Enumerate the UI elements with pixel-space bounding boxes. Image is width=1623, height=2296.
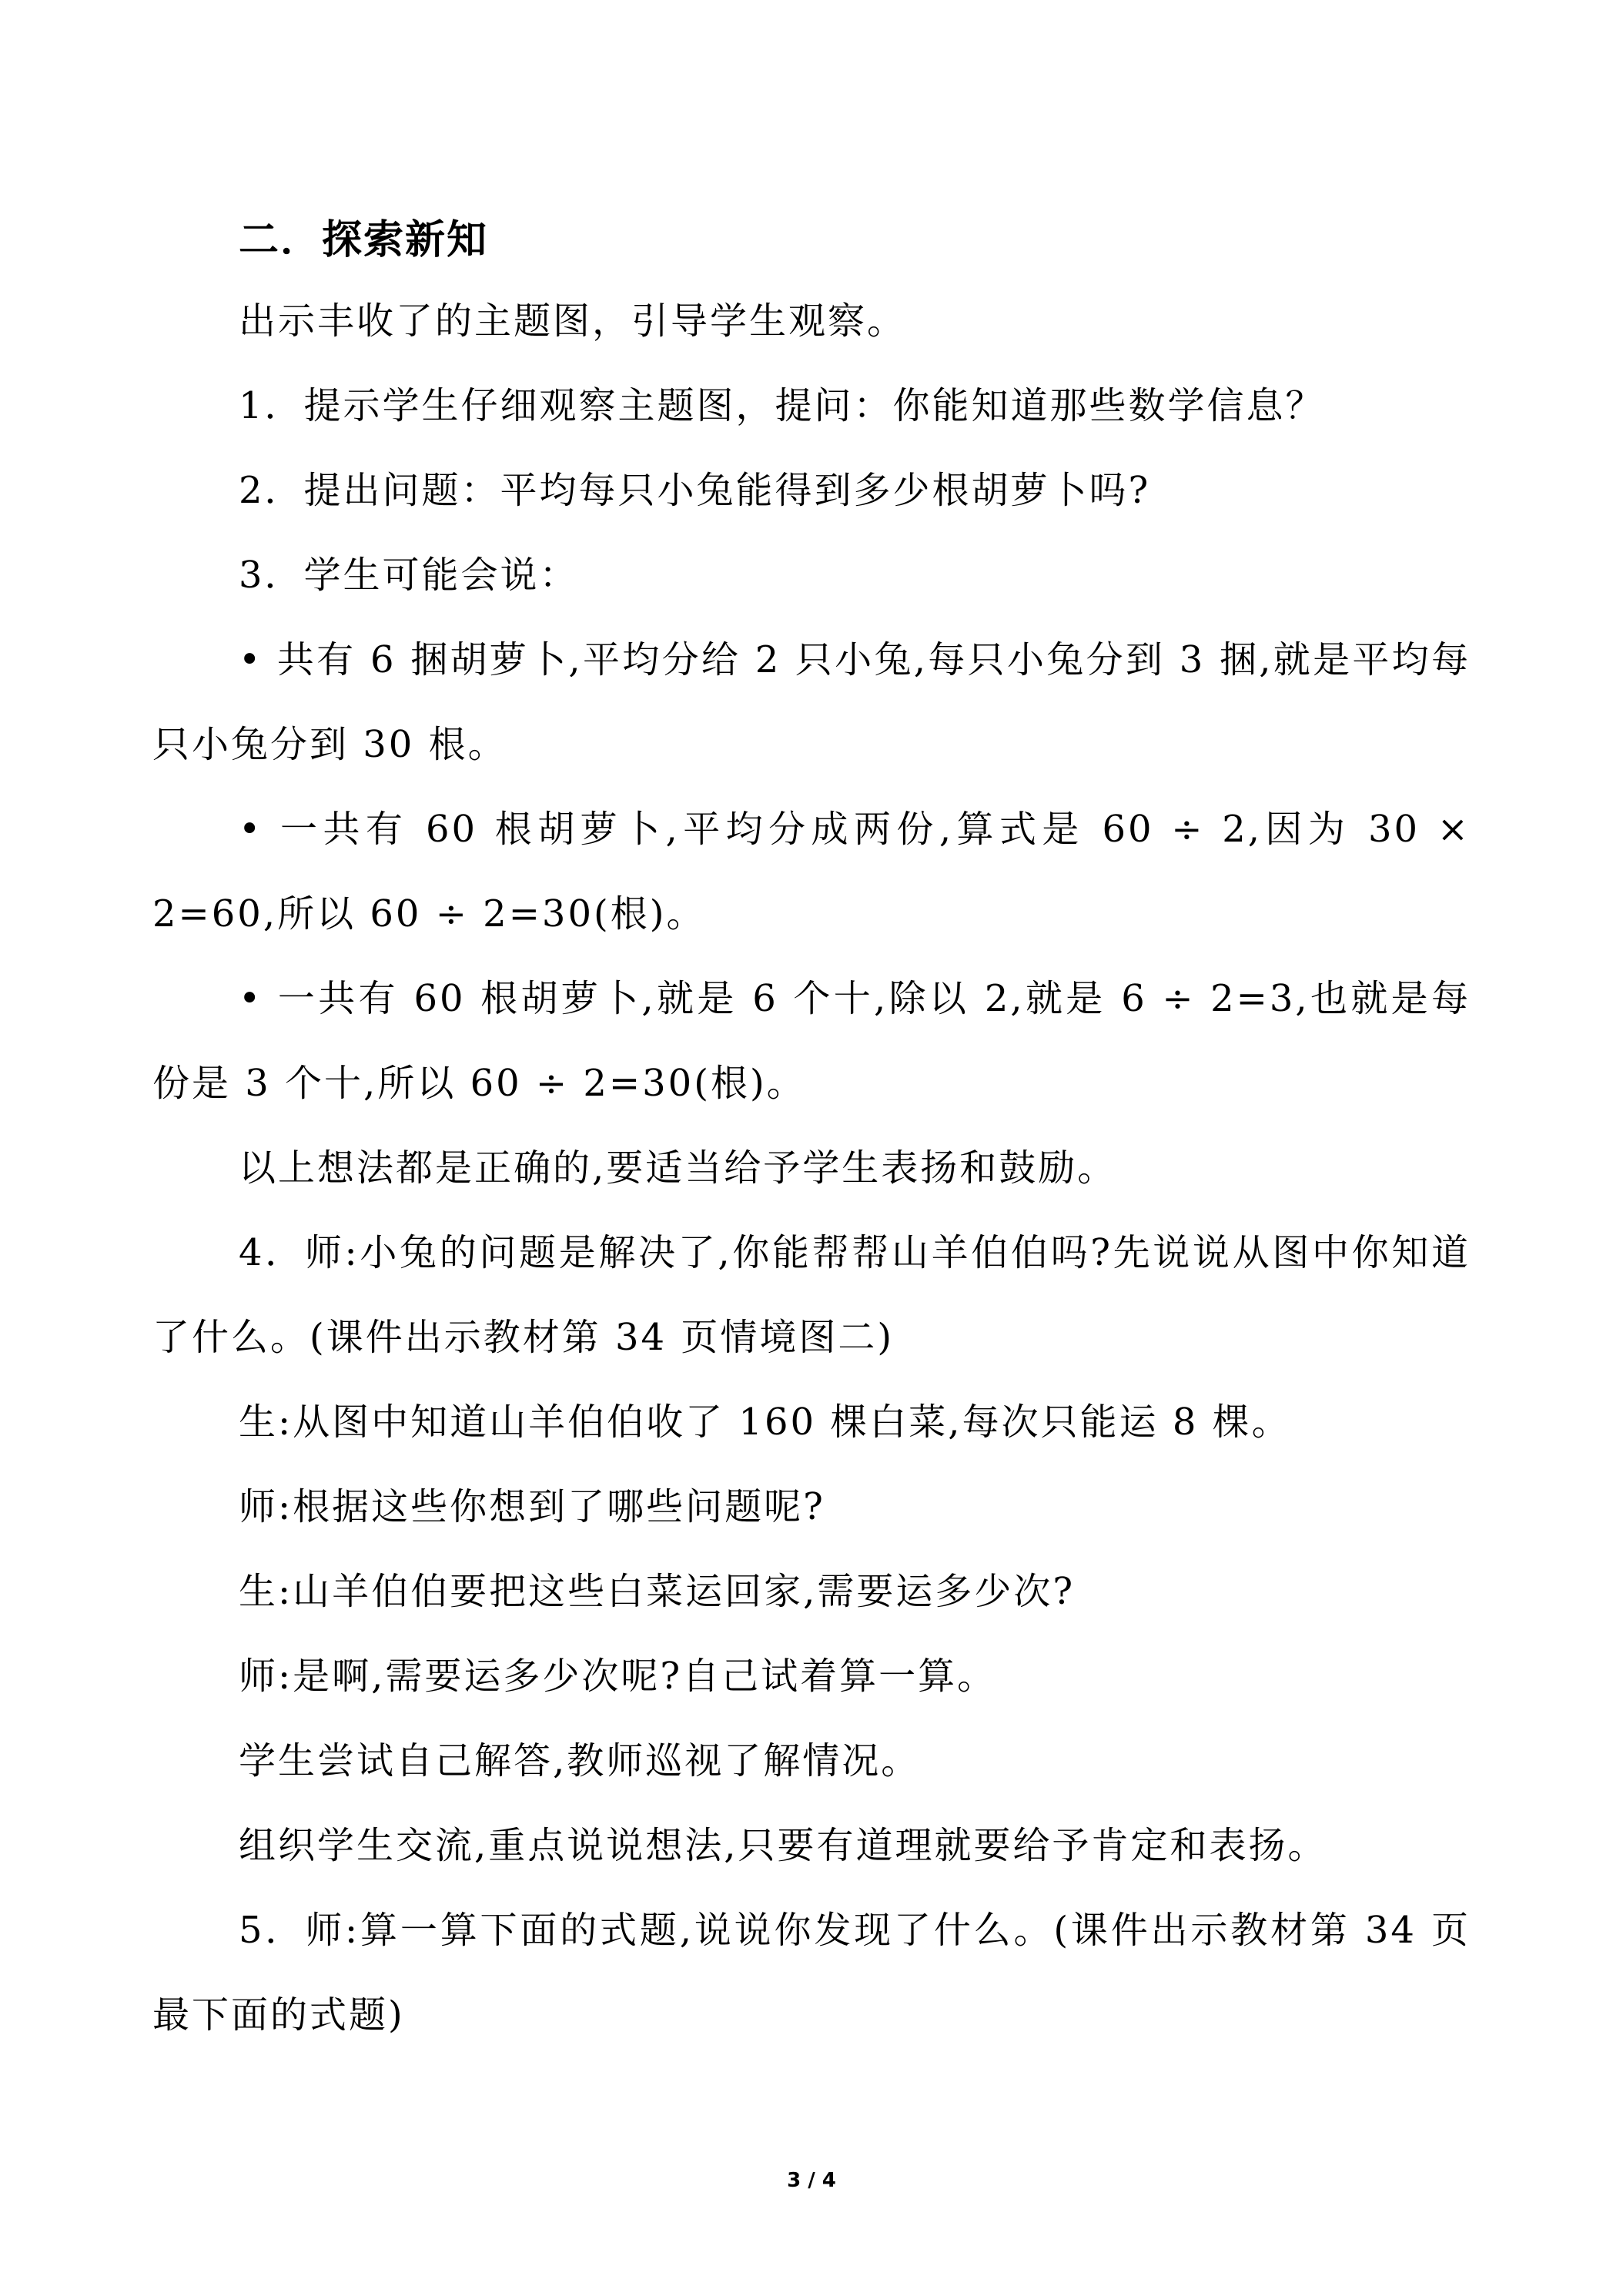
bullet-answer-2: • 一共有 60 根胡萝卜,平均分成两份,算式是 60 ÷ 2,因为 30 × 2=60,所以 60 ÷ 2=30(根)。 (152, 808, 1471, 935)
paragraph-exchange: 组织学生交流,重点说说想法,只要有道理就要给予肯定和表扬。 (239, 1824, 1327, 1867)
page-number: 3 / 4 (787, 2169, 836, 2192)
dialogue-student-1: 生:从图中知道山羊伯伯收了 160 棵白菜,每次只能运 8 棵。 (239, 1401, 1291, 1444)
paragraph-step-2: 2．提出问题：平均每只小兔能得到多少根胡萝卜吗? (239, 469, 1151, 512)
dialogue-student-2: 生:山羊伯伯要把这些白菜运回家,需要运多少次? (239, 1570, 1076, 1613)
paragraph-student-attempt: 学生尝试自己解答,教师巡视了解情况。 (239, 1739, 921, 1782)
document-body (152, 202, 1471, 2057)
paragraph-step-5: 5．师:算一算下面的式题,说说你发现了什么。(课件出示教材第 34 页最下面的式题) (152, 1909, 1471, 2037)
dialogue-teacher-2: 师:是啊,需要运多少次呢?自己试着算一算。 (239, 1655, 997, 1698)
section-heading: 二．探索新知 (239, 217, 489, 263)
dialogue-teacher-1: 师:根据这些你想到了哪些问题呢? (239, 1485, 825, 1528)
bullet-answer-1: • 共有 6 捆胡萝卜,平均分给 2 只小兔,每只小兔分到 3 捆,就是平均每只小兔分到 30 根。 (152, 638, 1471, 766)
bullet-answer-3: • 一共有 60 根胡萝卜,就是 6 个十,除以 2,就是 6 ÷ 2=3,也就是每份是 3 个十,所以 60 ÷ 2=30(根)。 (152, 977, 1471, 1105)
paragraph-step-4: 4．师:小兔的问题是解决了,你能帮帮山羊伯伯吗?先说说从图中你知道了什么。(课件出示教材第 34 页情境图二) (152, 1231, 1471, 1359)
paragraph-step-1: 1．提示学生仔细观察主题图，提问：你能知道那些数学信息？ (239, 384, 1325, 427)
paragraph-intro: 出示丰收了的主题图，引导学生观察。 (239, 300, 907, 343)
paragraph-praise: 以上想法都是正确的,要适当给予学生表扬和鼓励。 (239, 1146, 1117, 1190)
paragraph-step-3: 3．学生可能会说： (239, 554, 579, 597)
